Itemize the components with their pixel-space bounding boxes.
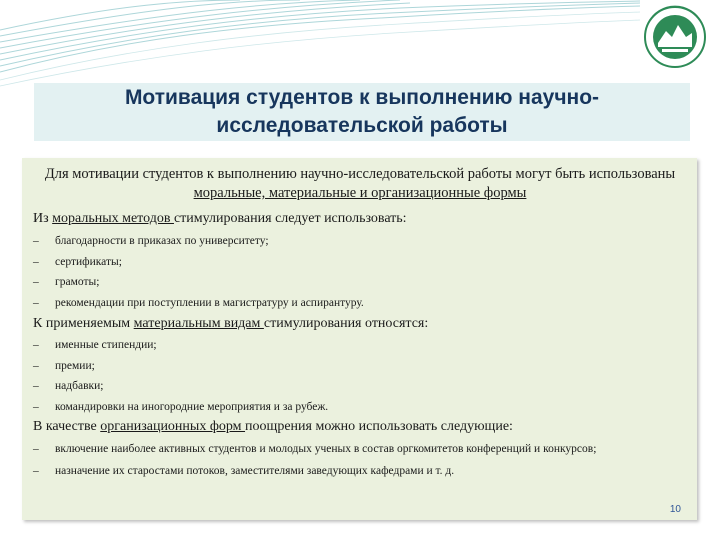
dash-bullet: – xyxy=(33,380,39,392)
slide-title xyxy=(62,84,662,140)
dash-bullet: – xyxy=(33,465,39,477)
material-heading-pre: К применяемым xyxy=(33,316,134,331)
dash-bullet: – xyxy=(33,443,39,455)
list-item xyxy=(33,231,683,252)
moral-heading-post: стимулирования следует использовать: xyxy=(173,211,407,226)
list-item xyxy=(33,293,683,314)
list-item xyxy=(33,442,683,457)
list-item xyxy=(33,356,683,377)
page-number: 10 xyxy=(669,504,681,515)
list-item xyxy=(33,376,683,397)
title-line-1: Мотивация студентов к выполнению научно- xyxy=(124,86,600,109)
material-heading xyxy=(33,315,428,333)
intro-text: Для мотивации студентов к выполнению научно-исследовательской работы могут быть использованы xyxy=(44,166,676,182)
moral-heading xyxy=(33,210,407,228)
list-item-text: грамоты; xyxy=(55,276,100,288)
list-item xyxy=(33,397,683,418)
intro-link: моральные, материальные и организационные формы xyxy=(193,185,527,201)
list-item xyxy=(33,464,683,479)
material-heading-post: стимулирования относятся: xyxy=(263,316,429,331)
organizational-list xyxy=(33,442,683,486)
organizational-heading-post: поощрения можно использовать следующие: xyxy=(245,419,513,434)
dash-bullet: – xyxy=(33,296,39,309)
moral-heading-link: моральных методов xyxy=(52,211,174,226)
list-item-text: командировки на иногородние мероприятия и за рубеж. xyxy=(55,400,329,413)
list-item-text: именные стипендии; xyxy=(55,339,157,351)
organizational-heading xyxy=(33,418,513,436)
list-item-text: назначение их старостами потоков, заместителями заведующих кафедрами и т. д. xyxy=(55,465,455,477)
title-line-2: исследовательской работы xyxy=(216,114,508,137)
decorative-stripes xyxy=(0,0,720,90)
organizational-heading-pre: В качестве xyxy=(33,419,101,434)
list-item-text: премии; xyxy=(55,359,95,372)
dash-bullet: – xyxy=(33,359,39,372)
university-logo xyxy=(638,3,718,71)
list-item-text: включение наиболее активных студентов и молодых ученых в состав оргкомитетов конференций и конкурсов; xyxy=(55,443,597,455)
list-item-text: благодарности в приказах по университету; xyxy=(55,235,269,247)
list-item xyxy=(33,272,683,293)
moral-list xyxy=(33,231,683,313)
material-heading-link: материальным видам xyxy=(133,316,264,331)
dash-bullet: – xyxy=(33,255,39,268)
title-box xyxy=(34,83,690,141)
list-item-text: сертификаты; xyxy=(55,255,122,268)
intro-paragraph xyxy=(32,165,688,203)
dash-bullet: – xyxy=(33,235,39,247)
organizational-heading-link: организационных форм xyxy=(100,419,246,434)
dash-bullet: – xyxy=(33,276,39,288)
list-item-text: рекомендации при поступлении в магистратуру и аспирантуру. xyxy=(55,296,364,309)
dash-bullet: – xyxy=(33,339,39,351)
list-item xyxy=(33,335,683,356)
list-item xyxy=(33,252,683,273)
material-list xyxy=(33,335,683,417)
moral-heading-pre: Из xyxy=(33,211,53,226)
list-item-text: надбавки; xyxy=(55,380,104,392)
content-box xyxy=(22,158,697,520)
dash-bullet: – xyxy=(33,400,39,413)
